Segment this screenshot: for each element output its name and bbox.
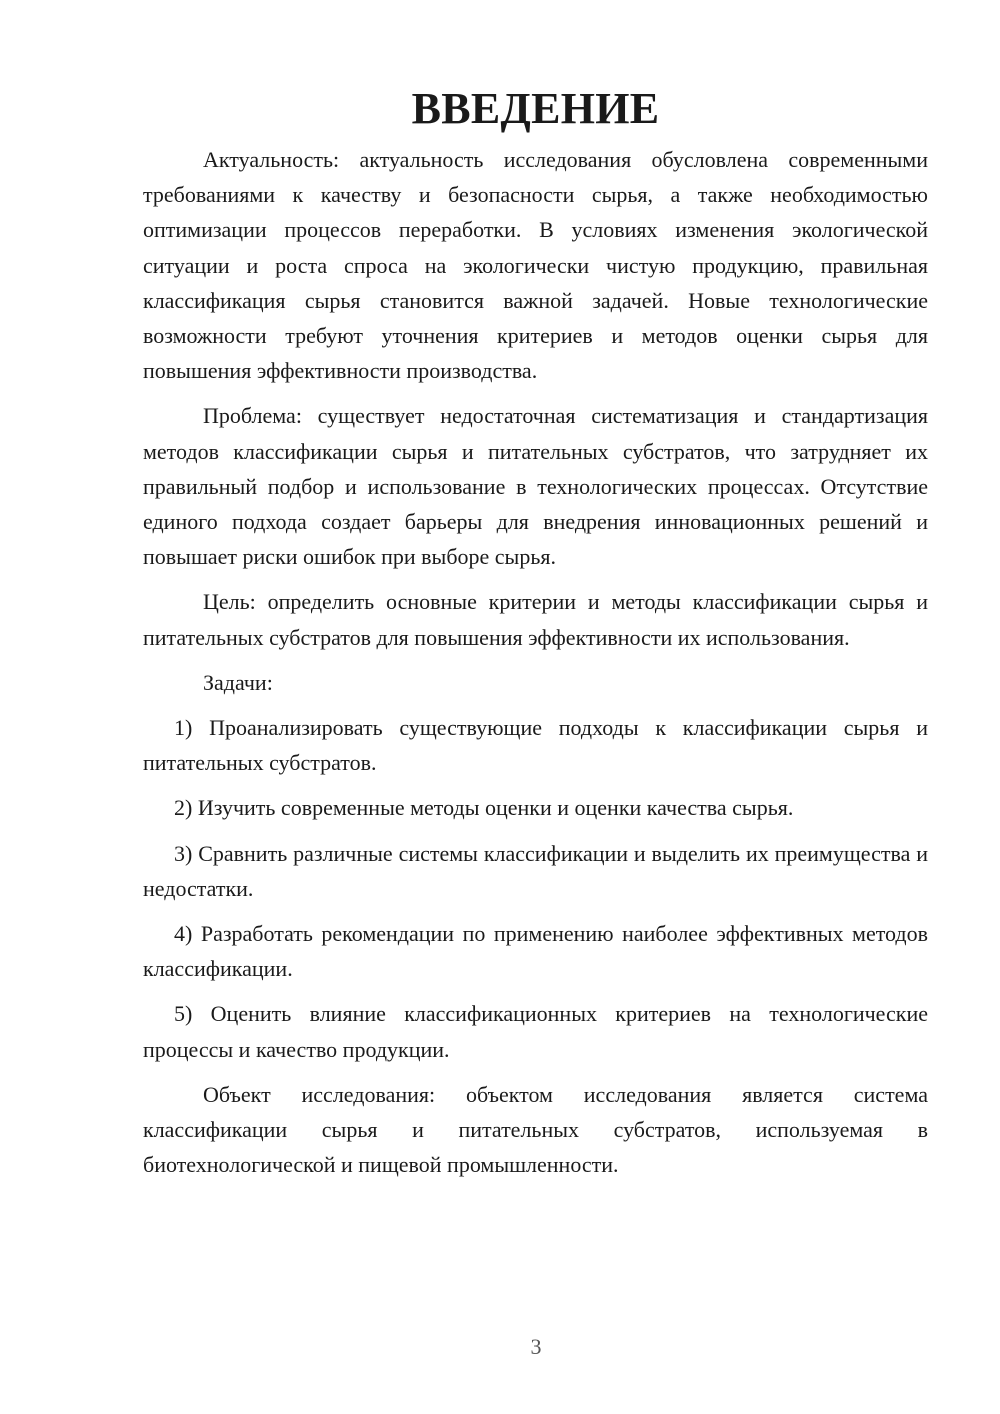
paragraph-problem: Проблема: существует недостаточная систематизация и стандартизация методов классификации сырья и питательных субстратов, что затрудняет их правильный подбор и использование в технологических процессах. Отсутствие единого подхода создает барьеры для внедрения инновационных решений и повышает риски ошибок при выборе сырья. bbox=[143, 403, 928, 570]
page-number: 3 bbox=[530, 1334, 542, 1359]
task-item-2: 2) Изучить современные методы оценки и оценки качества сырья. bbox=[174, 795, 794, 821]
task-item-4: 4) Разработать рекомендации по применению наиболее эффективных методов классификации. bbox=[143, 921, 928, 982]
paragraph-tasks-heading: Задачи: bbox=[203, 669, 273, 695]
document-body bbox=[143, 142, 928, 1192]
section-title: ВВЕДЕНИЕ bbox=[411, 84, 660, 133]
task-item-1: 1) Проанализировать существующие подходы к классификации сырья и питательных субстратов. bbox=[143, 715, 928, 776]
task-item-5: 5) Оценить влияние классификационных критериев на технологические процессы и качество продукции. bbox=[143, 1001, 928, 1062]
paragraph-relevance: Актуальность: актуальность исследования обусловлена современными требованиями к качеству и безопасности сырья, а также необходимостью оптимизации процессов переработки. В условиях изменения экологической ситуации и роста спроса на экологически чистую продукцию, правильная классификация сырья становится важной задачей. Новые технологические возможности требуют уточнения критериев и методов оценки сырья для повышения эффективности производства. bbox=[143, 147, 928, 384]
paragraph-goal: Цель: определить основные критерии и методы классификации сырья и питательных субстратов для повышения эффективности их использования. bbox=[143, 589, 928, 650]
task-item-3: 3) Сравнить различные системы классификации и выделить их преимущества и недостатки. bbox=[143, 840, 928, 901]
paragraph-object: Объект исследования: объектом исследования является система классификации сырья и питательных субстратов, используемая в биотехнологической и пищевой промышленности. bbox=[143, 1081, 928, 1178]
